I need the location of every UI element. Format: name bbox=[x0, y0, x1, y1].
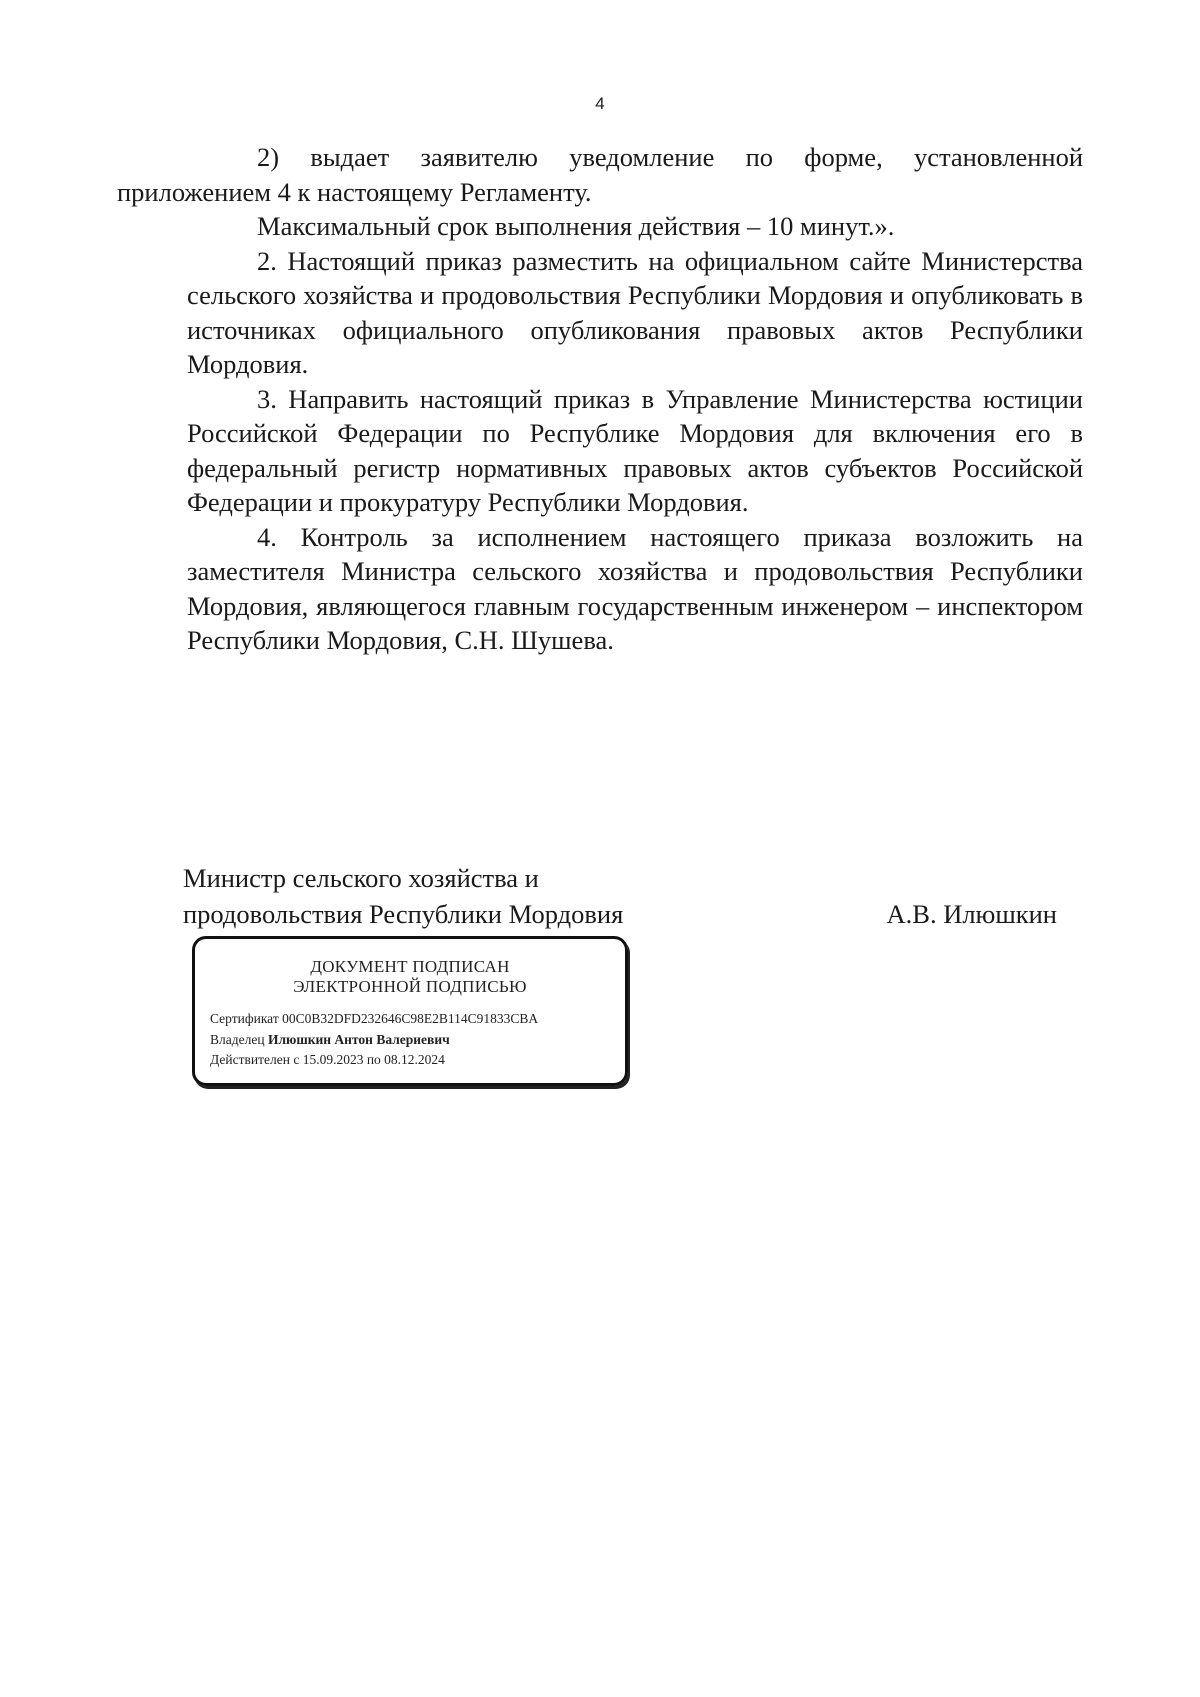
stamp-certificate-row bbox=[210, 1009, 625, 1030]
stamp-valid-label: Действителен bbox=[210, 1052, 290, 1067]
signatory-position-line-1: Министр сельского хозяйства и bbox=[183, 863, 539, 893]
signatory-name: А.В. Илюшкин bbox=[886, 899, 1057, 929]
signatory-position-line-2: продовольствия Республики Мордовия bbox=[183, 899, 624, 929]
paragraph-item-4: 4. Контроль за исполнением настоящего приказа возложить на заместителя Министра сельского хозяйства и продовольствия Республики Мордовия, являющегося главным государственным инженером – инспектором Республики Мордовия, С.Н. Шушева. bbox=[187, 521, 1083, 655]
stamp-valid-from-label: с bbox=[293, 1052, 300, 1067]
paragraph-notice-line-1: 2) выдает заявителю уведомление по форме, установленной bbox=[257, 142, 1083, 172]
stamp-certificate-label: Сертификат bbox=[210, 1011, 279, 1026]
paragraph-item-2: 2. Настоящий приказ разместить на официальном сайте Министерства сельского хозяйства и продовольствия Республики Мордовия и опубликовать в источниках официального опубликования правовых актов Республики Мордовия. bbox=[187, 245, 1083, 379]
stamp-valid-to: 08.12.2024 bbox=[384, 1052, 445, 1067]
electronic-signature-stamp bbox=[192, 936, 628, 1086]
paragraph-item-3: 3. Направить настоящий приказ в Управление Министерства юстиции Российской Федерации по Республике Мордовия для включения его в федеральный регистр нормативных правовых актов субъектов Российской Федерации и прокуратуру Республики Мордовия. bbox=[187, 383, 1083, 517]
paragraph-notice bbox=[117, 140, 1083, 209]
page-number: 4 bbox=[595, 94, 605, 113]
paragraph-deadline: Максимальный срок выполнения действия – 10 минут.». bbox=[257, 211, 895, 241]
stamp-title-line-2: ЭЛЕКТРОННОЙ ПОДПИСЬЮ bbox=[293, 977, 527, 996]
stamp-valid-from: 15.09.2023 bbox=[302, 1052, 364, 1067]
stamp-valid-to-label: по bbox=[366, 1052, 381, 1067]
paragraph-notice-line-2: приложением 4 к настоящему Регламенту. bbox=[117, 176, 592, 207]
stamp-title-line-1: ДОКУМЕНТ ПОДПИСАН bbox=[310, 957, 510, 976]
signatory-position bbox=[183, 860, 623, 932]
document-body bbox=[117, 140, 1083, 658]
stamp-certificate-value: 00C0B32DFD232646C98E2B114C91833CBA bbox=[282, 1011, 539, 1026]
stamp-owner-value: Илюшкин Антон Валериевич bbox=[267, 1031, 450, 1047]
stamp-title bbox=[195, 957, 625, 997]
stamp-owner-label: Владелец bbox=[210, 1031, 265, 1047]
stamp-validity-row bbox=[210, 1050, 625, 1071]
stamp-details bbox=[210, 1009, 625, 1071]
stamp-owner-row bbox=[210, 1030, 625, 1051]
